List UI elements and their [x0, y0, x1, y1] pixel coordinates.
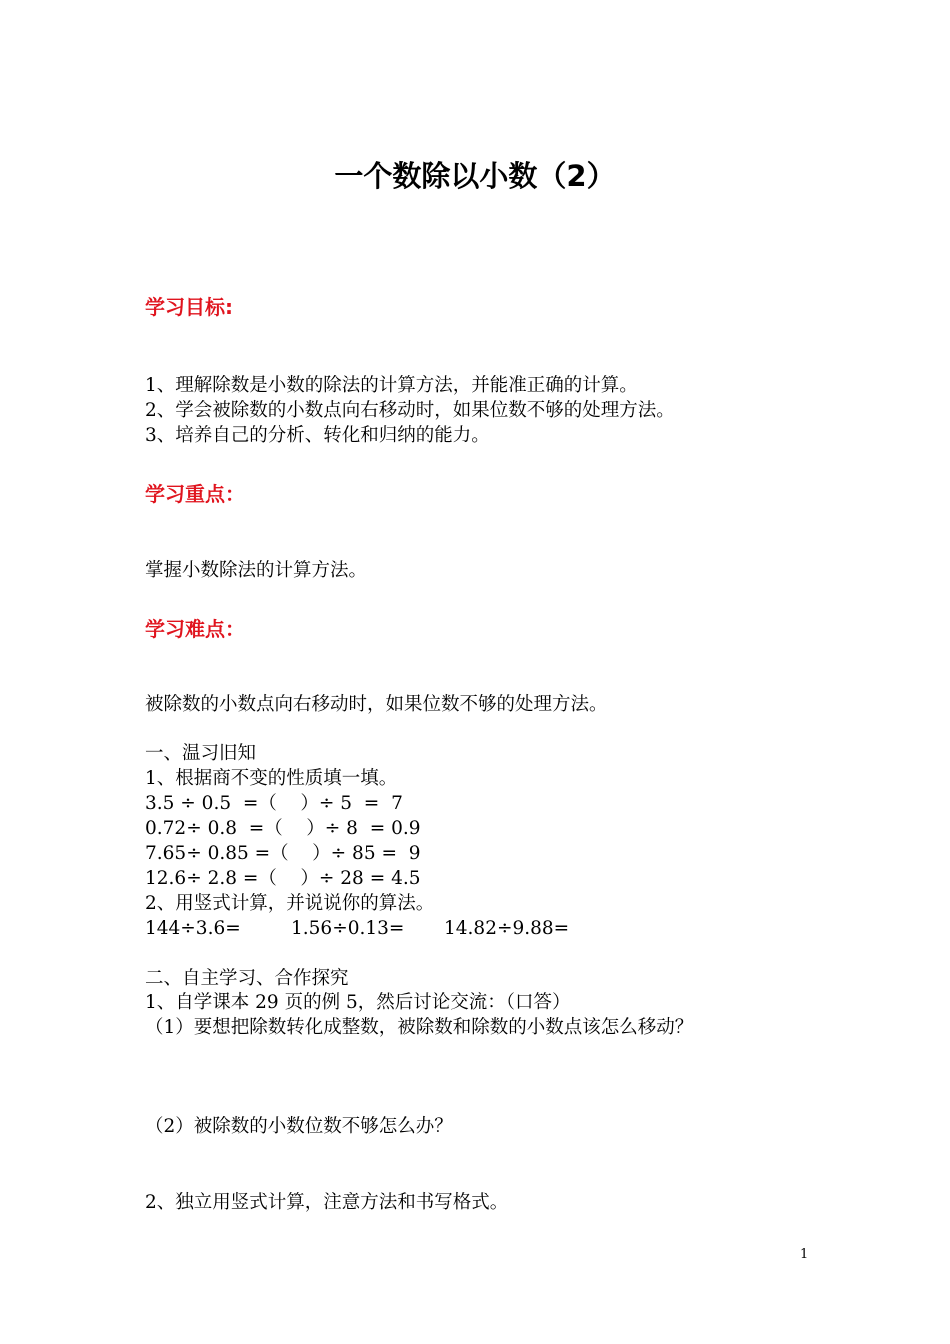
explore-task-2: 2、独立用竖式计算，注意方法和书写格式。	[145, 1192, 509, 1213]
calculation-1: 144÷3.6=	[145, 918, 241, 939]
goal-item-2: 2、学会被除数的小数点向右移动时，如果位数不够的处理方法。	[145, 400, 675, 421]
explore-task-1: 1、自学课本 29 页的例 5，然后讨论交流：（口答）	[145, 992, 571, 1013]
explore-heading: 二、自主学习、合作探究	[145, 968, 349, 989]
explore-question-1: （1）要想把除数转化成整数，被除数和除数的小数点该怎么移动？	[145, 1017, 694, 1038]
key-point-text: 掌握小数除法的计算方法。	[145, 560, 368, 581]
equation-4: 12.6÷ 2.8 =（ ）÷ 28 = 4.5	[145, 868, 421, 889]
difficulty-text: 被除数的小数点向右移动时，如果位数不够的处理方法。	[145, 694, 608, 715]
explore-question-2: （2）被除数的小数位数不够怎么办？	[145, 1116, 453, 1137]
review-task-2: 2、用竖式计算，并说说你的算法。	[145, 893, 435, 914]
difficulty-heading: 学习难点：	[145, 617, 245, 641]
calculation-3: 14.82÷9.88=	[444, 918, 570, 939]
goal-item-3: 3、培养自己的分析、转化和归纳的能力。	[145, 425, 490, 446]
learning-goals-heading: 学习目标:	[145, 295, 233, 319]
key-point-heading: 学习重点：	[145, 482, 245, 506]
page-number: 1	[800, 1247, 809, 1262]
document-title: 一个数除以小数（2）	[334, 159, 616, 193]
calculation-2: 1.56÷0.13=	[291, 918, 405, 939]
review-task-1: 1、根据商不变的性质填一填。	[145, 768, 398, 789]
review-heading: 一、温习旧知	[145, 743, 257, 764]
goal-item-1: 1、理解除数是小数的除法的计算方法，并能准正确的计算。	[145, 375, 638, 396]
equation-1: 3.5 ÷ 0.5 =（ ）÷ 5 = 7	[145, 793, 403, 814]
equation-3: 7.65÷ 0.85 =（ ）÷ 85 = 9	[145, 843, 421, 864]
equation-2: 0.72÷ 0.8 =（ ）÷ 8 = 0.9	[145, 818, 421, 839]
